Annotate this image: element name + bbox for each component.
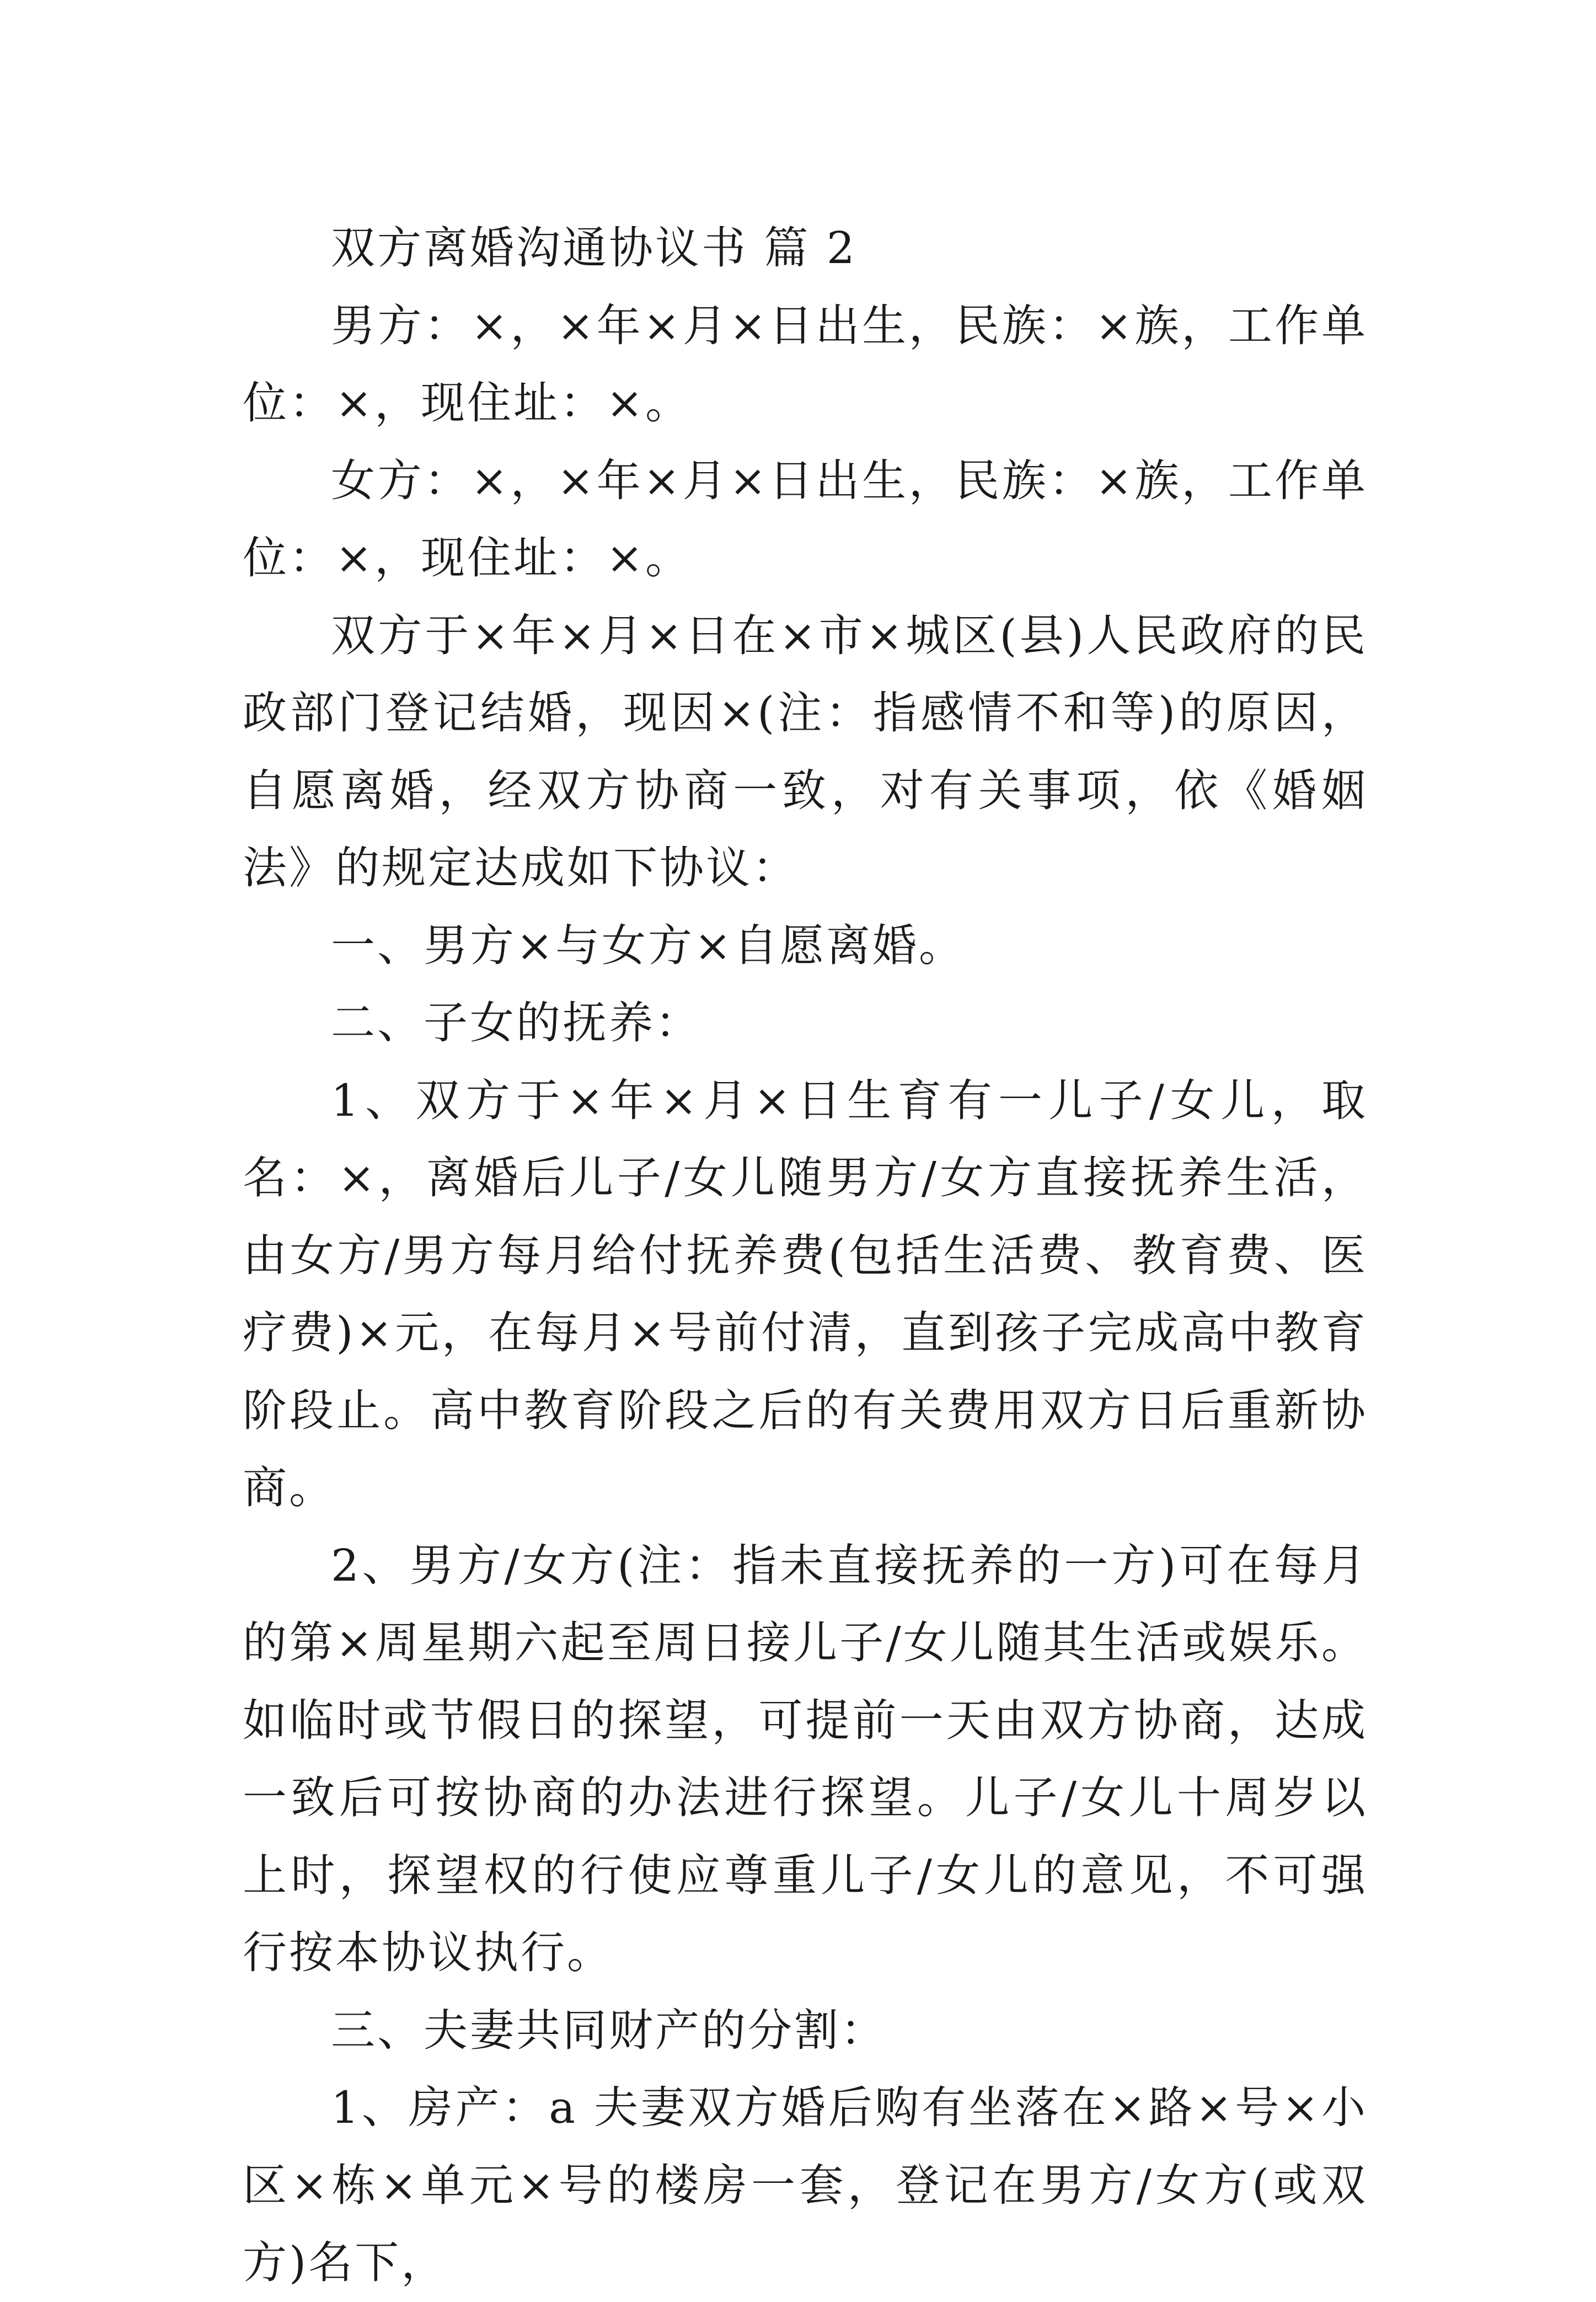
paragraph-clause-2-item-2: 2、男方/女方(注：指未直接抚养的一方)可在每月的第×周星期六起至周日接儿子/女儿随其生活或娱乐。如临时或节假日的探望，可提前一天由双方协商，达成一致后可按协商的办法进行探望。儿子/女儿十周岁以上时，探望权的行使应尊重儿子/女儿的意见，不可强行按本协议执行。 <box>243 1539 1368 1978</box>
document-title: 双方离婚沟通协议书 篇 2 <box>331 222 857 274</box>
paragraph-clause-3-heading: 三、夫妻共同财产的分割： <box>331 2004 887 2056</box>
paragraph-clause-2-item-1: 1、双方于×年×月×日生育有一儿子/女儿，取名：×，离婚后儿子/女儿随男方/女方直接抚养生活，由女方/男方每月给付抚养费(包括生活费、教育费、医疗费)×元，在每月×号前付清，直到孩子完成高中教育阶段止。高中教育阶段之后的有关费用双方日后重新协商。 <box>243 1074 1368 1513</box>
paragraph-male-party: 男方：×，×年×月×日出生，民族：×族，工作单位：×，现住址：×。 <box>243 299 1368 429</box>
paragraph-clause-1: 一、男方×与女方×自愿离婚。 <box>331 919 966 971</box>
paragraph-clause-2-heading: 二、子女的抚养： <box>331 997 701 1048</box>
paragraph-marriage-registration: 双方于×年×月×日在×市×城区(县)人民政府的民政部门登记结婚，现因×(注：指感情不和等)的原因，自愿离婚，经双方协商一致，对有关事项，依《婚姻法》的规定达成如下协议： <box>243 609 1368 893</box>
paragraph-female-party: 女方：×，×年×月×日出生，民族：×族，工作单位：×，现住址：×。 <box>243 454 1368 583</box>
paragraph-clause-3-item-1: 1、房产：a 夫妻双方婚后购有坐落在×路×号×小区×栋×单元×号的楼房一套，登记在男方/女方(或双方)名下， <box>243 2082 1368 2288</box>
document-body <box>243 210 1368 2302</box>
